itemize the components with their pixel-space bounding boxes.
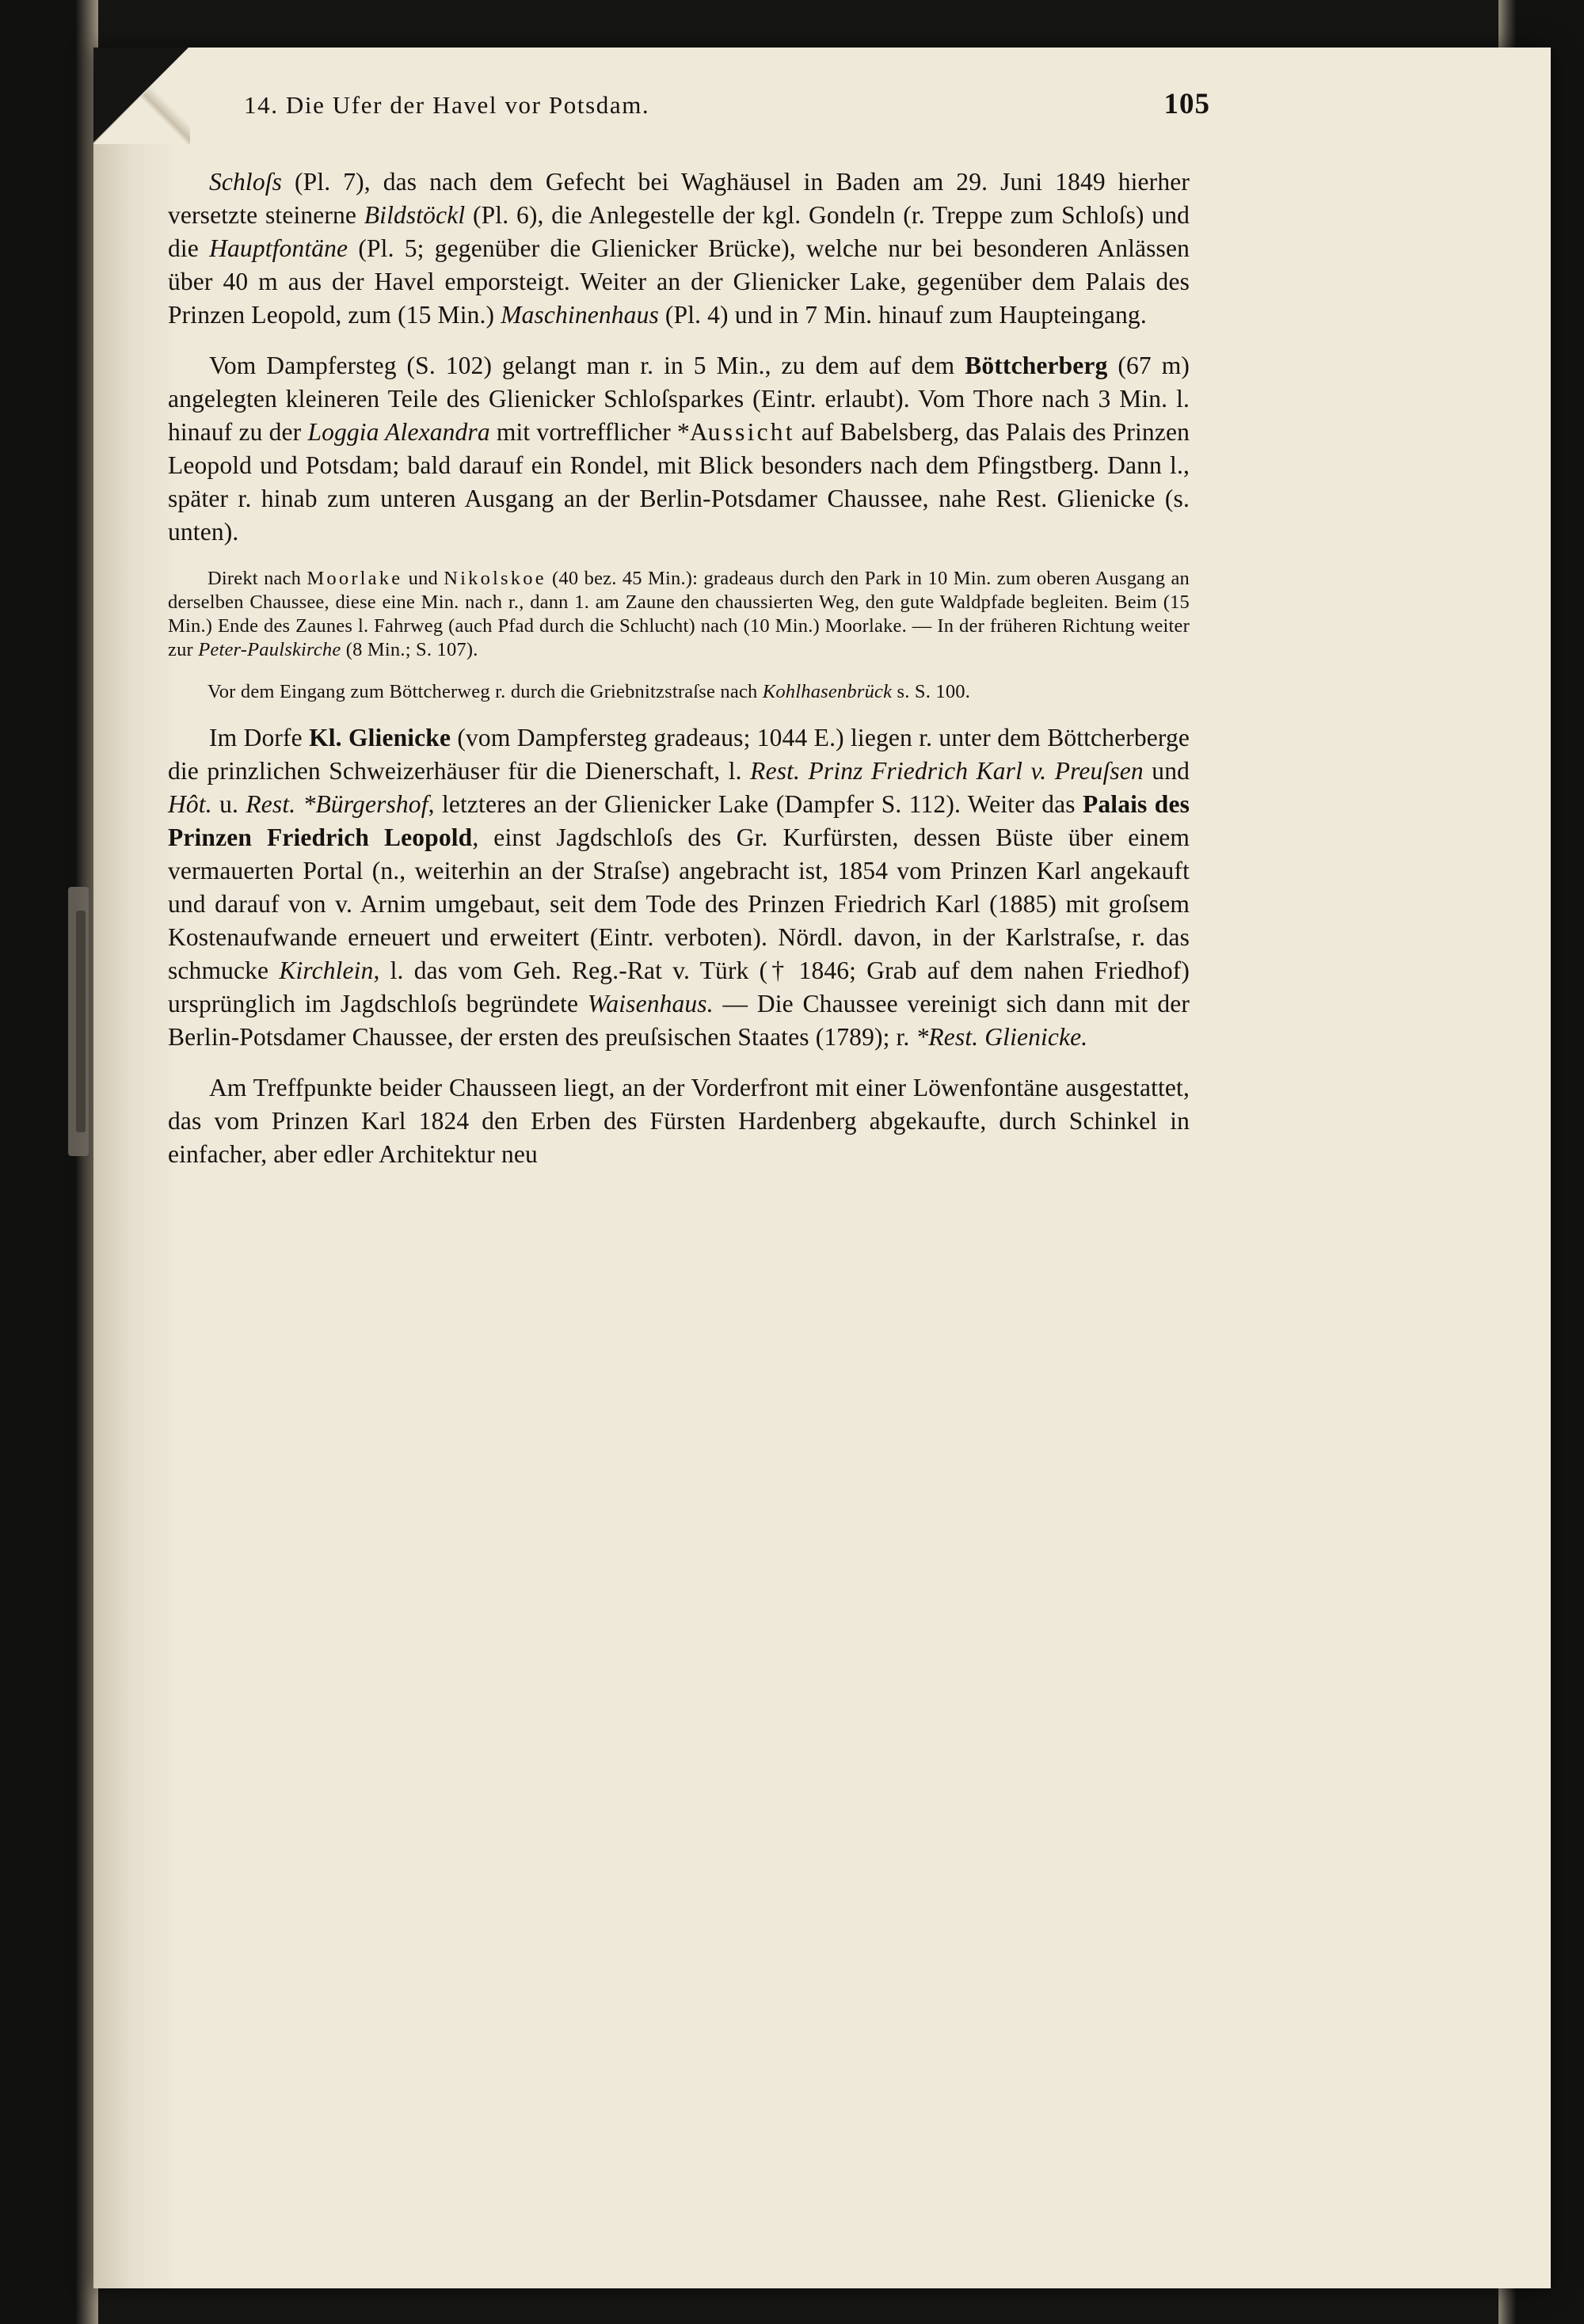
paragraph-dampfersteg: Vom Dampfersteg (S. 102) gelangt man r. in 5 Min., zu dem auf dem Böttcherberg (67 m) angelegten kleineren Teile des Glienicker Schloſsparkes (Eintr. erlaubt). Vom Thore nach 3 Min. l. hinauf zu der Loggia Alexandra mit vortrefflicher *Aussicht auf Babelsberg, das Palais des Prinzen Leopold und Potsdam; bald darauf ein Rondel, mit Blick besonders nach dem Pfingstberg. Dann l., später r. hinab zum unteren Ausgang an der Berlin-Potsdamer Chaussee, nahe Rest. Glienicke (s. unten).: [168, 352, 1190, 546]
page-content: [150, 87, 1259, 1171]
book-spine-shadow: [0, 0, 82, 2324]
text-column: [168, 165, 1190, 1171]
running-head-title: 14. Die Ufer der Havel vor Potsdam.: [244, 91, 650, 119]
page-number: 105: [1163, 88, 1210, 120]
paragraph-boettcherweg-small: Vor dem Eingang zum Böttcherweg r. durch die Griebnitzstraſse nach Kohlhasenbrück s. S. 100.: [208, 680, 971, 702]
paragraph-kl-glienicke: Im Dorfe Kl. Glienicke (vom Dampfersteg gradeaus; 1044 E.) liegen r. unter dem Böttcherberge die prinzlichen Schweizerhäuser für die Dienerschaft, l. Rest. Prinz Friedrich Karl v. Preuſsen und Hôt. u. Rest. *Bürgershof, letzteres an der Glienicker Lake (Dampfer S. 112). Weiter das Palais des Prinzen Friedrich Leopold, einst Jagdschloſs des Gr. Kurfürsten, dessen Büste über einem vermauerten Portal (n., weiterhin an der Straſse) angebracht ist, 1854 vom Prinzen Karl angekauft und darauf von v. Arnim umgebaut, seit dem Tode des Prinzen Friedrich Karl (1885) mit groſsem Kostenaufwande erneuert und erweitert (Eintr. verboten). Nördl. davon, in der Karlstraſse, r. das schmucke Kirchlein, l. das vom Geh. Reg.-Rat v. Türk († 1846; Grab auf dem nahen Friedhof) ursprünglich im Jagdschloſs begründete Waisenhaus. — Die Chaussee vereinigt sich dann mit der Berlin-Potsdamer Chaussee, der ersten des preuſsischen Staates (1789); r. *Rest. Glienicke.: [168, 723, 1190, 1052]
paragraph-moorlake-small: Direkt nach Moorlake und Nikolskoe (40 bez. 45 Min.): gradeaus durch den Park in 10 Min. zum oberen Ausgang an derselben Chaussee, diese eine Min. nach r., dann 1. am Zaune den chaussierten Weg, den gute Waldpfade begleiten. Beim (15 Min.) Ende des Zaunes l. Fahrweg (auch Pfad durch die Schlucht) nach (10 Min.) Moorlake. — In der früheren Richtung weiter zur Peter-Paulskirche (8 Min.; S. 107).: [168, 567, 1190, 661]
paragraph-schloss: Schloſs (Pl. 7), das nach dem Gefecht bei Waghäusel in Baden am 29. Juni 1849 hierher versetzte steinerne Bildstöckl (Pl. 6), die Anlegestelle der kgl. Gondeln (r. Treppe zum Schloſs) und die Hauptfontäne (Pl. 5; gegenüber die Glienicker Brücke), welche nur bei besonderen Anlässen über 40 m aus der Havel emporsteigt. Weiter an der Glienicker Lake, gegenüber dem Palais des Prinzen Leopold, zum (15 Min.) Maschinenhaus (Pl. 4) und in 7 Min. hinauf zum Haupteingang.: [168, 168, 1190, 329]
paragraph-treffpunkte: Am Treffpunkte beider Chausseen liegt, an der Vorderfront mit einer Löwenfontäne ausgestattet, das vom Prinzen Karl 1824 den Erben des Fürsten Hardenberg abgekaufte, durch Schinkel in einfacher, aber edler Architektur neu: [168, 1074, 1190, 1169]
running-head: [244, 87, 1210, 121]
scanner-clip-inner: [76, 911, 86, 1132]
